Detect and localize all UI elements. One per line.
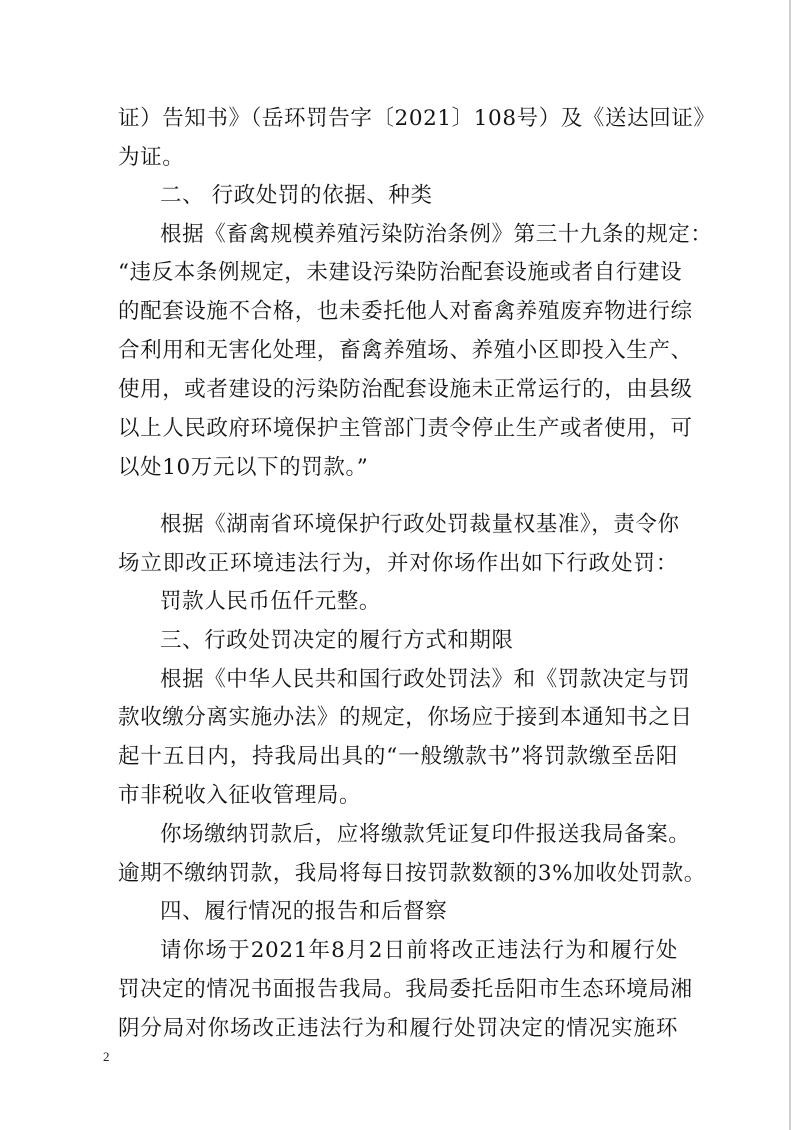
section-heading-2: 二、 行政处罚的依据、种类	[160, 183, 433, 208]
text-line: 罚决定的情况书面报告我局。我局委托岳阳市生态环境局湘	[118, 977, 693, 1002]
text-line: 根据《畜禽规模养殖污染防治条例》第三十九条的规定：	[160, 222, 713, 247]
quote-line: 使用，或者建设的污染防治配套设施未正常运行的，由县级	[118, 377, 693, 402]
text-line: 证）告知书》（岳环罚告字〔2021〕108号）及《送达回证》	[118, 106, 716, 131]
quote-line: 合利用和无害化处理，畜禽养殖场、养殖小区即投入生产、	[118, 338, 693, 363]
quote-line: 的配套设施不合格，也未委托他人对畜禽养殖废弃物进行综	[118, 299, 693, 324]
quote-line: 以处10万元以下的罚款。”	[118, 455, 369, 480]
quote-line: “违反本条例规定，未建设污染防治配套设施或者自行建设	[118, 260, 683, 285]
text-line: 起十五日内，持我局出具的“一般缴款书”将罚款缴至岳阳	[118, 744, 678, 769]
text-line: 款收缴分离实施办法》的规定，你场应于接到本通知书之日	[118, 705, 693, 730]
text-line: 逾期不缴纳罚款，我局将每日按罚款数额的3%加收处罚款。	[118, 861, 706, 886]
text-line: 阴分局对你场改正违法行为和履行处罚决定的情况实施环	[118, 1016, 678, 1041]
quote-line: 以上人民政府环境保护主管部门责令停止生产或者使用，可	[118, 416, 693, 441]
page-number: 2	[103, 1049, 110, 1064]
text-line: 场立即改正环境违法行为，并对你场作出如下行政处罚：	[118, 551, 678, 576]
text-line: 请你场于2021年8月2日前将改正违法行为和履行处	[160, 938, 678, 963]
text-line: 为证。	[118, 145, 185, 170]
text-line: 根据《湖南省环境保护行政处罚裁量权基准》，责令你	[160, 512, 680, 537]
text-line: 市非税收入征收管理局。	[118, 783, 362, 808]
section-heading-3: 三、行政处罚决定的履行方式和期限	[160, 628, 514, 653]
section-heading-4: 四、履行情况的报告和后督察	[160, 899, 448, 924]
text-line: 根据《中华人民共和国行政处罚法》和《罚款决定与罚	[160, 667, 691, 692]
penalty-line: 罚款人民币伍仟元整。	[160, 589, 382, 614]
text-line: 你场缴纳罚款后，应将缴款凭证复印件报送我局备案。	[160, 822, 691, 847]
